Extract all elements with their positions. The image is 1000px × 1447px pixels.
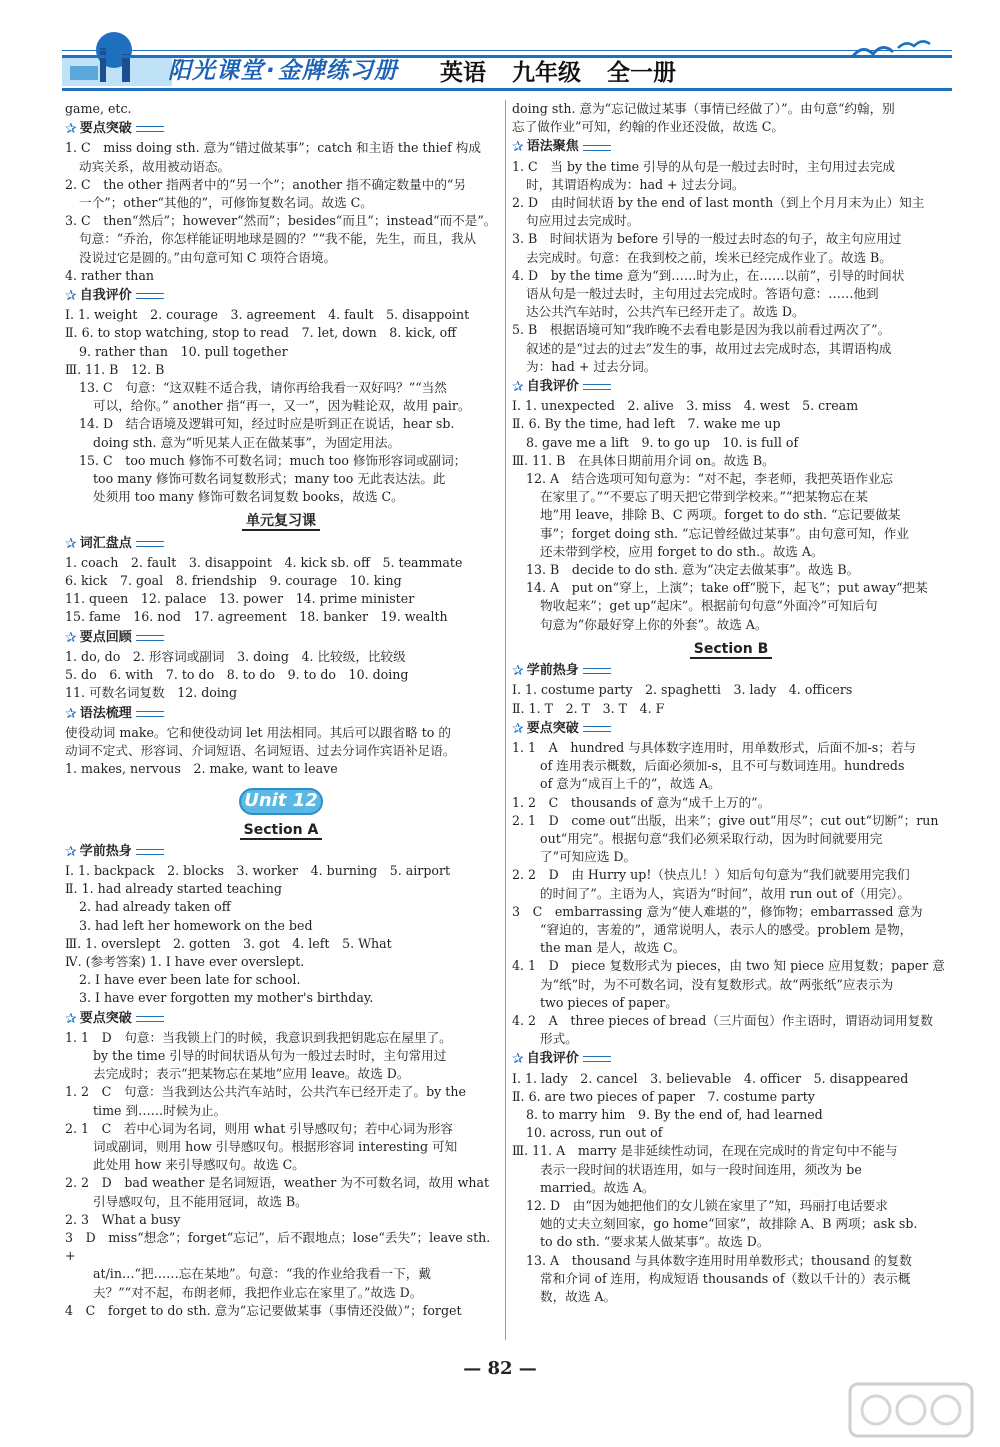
text-line: 12. D 由“因为她把他们的女儿锁在家里了”知，玛丽打电话要求 xyxy=(526,1197,888,1213)
section-heading: ✰ 词汇盘点 xyxy=(65,535,497,553)
column-divider xyxy=(505,100,506,1340)
watermark-stamp-icon xyxy=(846,1380,976,1440)
section-heading: ✰ 要点突破 xyxy=(512,720,950,738)
text-line: Ⅰ. 1. weight 2. courage 3. agreement 4. fault 5. disappoint xyxy=(65,307,470,323)
left-top-line: game, etc. xyxy=(65,101,132,116)
star-icon: ✰ xyxy=(65,629,77,646)
text-line: 11. 可数名词复数 12. doing xyxy=(65,685,238,701)
section-a-title: Section A xyxy=(65,821,497,839)
text-line: 3. C then“然后”；however“然而”；besides“而且”；instead“而不是”。 xyxy=(65,213,497,229)
text-line: 她的丈夫立刻回家，go home“回家”，故排除 A、B 两项；ask sb. xyxy=(540,1216,918,1232)
header-subject-info xyxy=(440,54,676,87)
text-line: 动词不定式、形容词、介词短语、名词短语、过去分词作宾语补足语。 xyxy=(65,742,456,758)
left-column xyxy=(65,100,497,1320)
text-line: 10. across, run out of xyxy=(526,1125,663,1141)
section-heading: ✰ 自我评价 xyxy=(512,378,950,396)
text-line: 4. 2 A three pieces of bread（三片面包）作主语时，谓语动词用复数 xyxy=(512,1012,933,1028)
text-line: 1. 2 C thousands of 意为“成千上万的”。 xyxy=(512,794,771,810)
text-line: too many 修饰可数名词复数形式；many too 无此表达法。此 xyxy=(93,471,446,487)
text-line: 为：had + 过去分词。 xyxy=(526,358,657,374)
page-number: — 82 — xyxy=(463,1358,537,1379)
text-line: of 连用表示概数，后面必须加-s，且不可与数词连用。hundreds xyxy=(540,758,905,774)
text-line: 2. I have ever been late for school. xyxy=(79,972,301,988)
text-line: 叙述的是“过去的过去”发生的事，故用过去完成时态，其谓语构成 xyxy=(526,340,892,356)
section-b-title: Section B xyxy=(512,640,950,658)
text-line: 在家里了。”“不要忘了明天把它带到学校来。”“把某物忘在某 xyxy=(540,489,868,505)
text-line: the man 是人，故选 C。 xyxy=(540,940,686,956)
heading-rule xyxy=(583,1056,611,1062)
text-line: 引导感叹句，且不能用冠词，故选 B。 xyxy=(93,1193,308,1209)
text-line: 13. A thousand 与具体数字连用时用单数形式；thousand 的复数 xyxy=(526,1252,912,1268)
text-line: 14. A put on“穿上，上演”；take off“脱下，起飞”；put away“把某 xyxy=(526,580,928,596)
section-heading: ✰ 要点回顾 xyxy=(65,629,497,647)
heading-rule xyxy=(136,293,164,299)
book-title xyxy=(168,52,398,85)
text-line: 2. 1 C 若中心词为名词，则用 what 引导感叹句；若中心词为形容 xyxy=(65,1120,453,1136)
text-line: 句意为“你最好穿上你的外套”。故选 A。 xyxy=(540,616,768,632)
text-line: two pieces of paper。 xyxy=(540,994,678,1010)
text-line: 13. C 句意：“这双鞋不适合我，请你再给我看一双好吗？”“当然 xyxy=(79,380,447,396)
heading-rule xyxy=(136,711,164,717)
text-line: 15. C too much 修饰不可数名词；much too 修饰形容词或副词； xyxy=(79,452,467,468)
text-line: 3. had left her homework on the bed xyxy=(79,917,313,933)
heading-rule xyxy=(136,126,164,132)
text-line: 1. coach 2. fault 3. disappoint 4. kick sb. off 5. teammate xyxy=(65,554,463,570)
heading-rule xyxy=(136,1016,164,1022)
section-heading: ✰ 语法聚焦 xyxy=(512,138,950,156)
text-line: Ⅲ. 11. B 12. B xyxy=(65,361,165,377)
star-icon: ✰ xyxy=(512,379,524,396)
section-heading: ✰ 自我评价 xyxy=(512,1050,950,1068)
text-line: Ⅲ. 11. B 在具体日期前用介词 on。故选 B。 xyxy=(512,452,775,468)
heading-rule xyxy=(583,384,611,390)
book-title-separator: · xyxy=(266,58,276,84)
text-line: 9. rather than 10. pull together xyxy=(79,343,288,359)
heading-rule xyxy=(583,668,611,674)
text-line: Ⅲ. 11. A marry 是非延续性动词，在现在完成时的肯定句中不能与 xyxy=(512,1143,898,1159)
text-line: Ⅱ. 6. to stop watching, stop to read 7. let, down 8. kick, off xyxy=(65,325,457,341)
text-line: 使役动词 make。它和使役动词 let 用法相同。其后可以跟省略 to 的 xyxy=(65,724,451,740)
text-line: 4 C forget to do sth. 意为“忘记要做某事（事情还没做）”；forget xyxy=(65,1302,462,1318)
text-line: Ⅰ. 1. backpack 2. blocks 3. worker 4. burning 5. airport xyxy=(65,862,451,878)
text-line: 4. 1 D piece 复数形式为 pieces，由 two 知 piece 应用复数；paper 意 xyxy=(512,958,945,974)
text-line: married。故选 A。 xyxy=(540,1179,655,1195)
text-line: 句意：“乔治，你怎样能证明地球是圆的？”“我不能，先生，而且，我从 xyxy=(79,231,477,247)
section-heading: ✰ 学前热身 xyxy=(65,843,497,861)
text-line: 夫？”“对不起，布朗老师，我把作业忘在家里了。”故选 D。 xyxy=(93,1284,423,1300)
section-heading: ✰ 要点突破 xyxy=(65,120,497,138)
text-line: Ⅱ. 1. T 2. T 3. T 4. F xyxy=(512,700,665,716)
text-line: 一个”；other“其他的”，可修饰复数名词。故选 C。 xyxy=(79,195,373,211)
star-icon: ✰ xyxy=(512,663,524,680)
text-line: 3. B 时间状语为 before 引导的一般过去时态的句子，故主句应用过 xyxy=(512,231,902,247)
text-line: 去完成时。句意：在我到校之前，埃米已经完成作业了。故选 B。 xyxy=(526,249,892,265)
text-line: 表示一段时间的状语连用，如与一段时间连用，须改为 be xyxy=(540,1161,862,1177)
text-line: 可以，给你。” another 指“再一，又一”，因为鞋论双，故用 pair。 xyxy=(93,398,471,414)
text-line: 3 D miss“想念”；forget“忘记”，后不跟地点；lose“丢失”；leave sth. + xyxy=(65,1229,491,1264)
text-line: 3. I have ever forgotten my mother's birthday. xyxy=(79,990,374,1006)
text-line: 1. do, do 2. 形容词或副词 3. doing 4. 比较级，比较级 xyxy=(65,648,406,664)
section-heading: ✰ 自我评价 xyxy=(65,287,497,305)
text-line: 1. 1 A hundred 与具体数字连用时，用单数形式，后面不加-s；若与 xyxy=(512,739,917,755)
text-line: 地”用 leave，排除 B、C 两项。forget to do sth. “忘记要做某 xyxy=(540,507,901,523)
text-line: 此处用 how 来引导感叹句。故选 C。 xyxy=(93,1157,305,1173)
text-line: 词或副词，则用 how 引导感叹句。根据形容词 interesting 可知 xyxy=(93,1138,458,1154)
book-title-part1: 阳光课堂 xyxy=(168,58,264,84)
text-line: to do sth. “要求某人做某事”。故选 D。 xyxy=(540,1234,770,1250)
star-icon: ✰ xyxy=(65,705,77,722)
text-line: 14. D 结合语境及逻辑可知，经过时应是听到正在说话，hear sb. xyxy=(79,416,455,432)
text-line: 8. gave me a lift 9. to go up 10. is full of xyxy=(526,434,799,450)
heading-rule xyxy=(136,849,164,855)
star-icon: ✰ xyxy=(512,1051,524,1068)
grade: 九年级 xyxy=(512,60,582,86)
subject: 英语 xyxy=(440,60,486,86)
text-line: “窘迫的，害羞的”，通常说明人，表示人的感受。problem 是物， xyxy=(540,921,913,937)
star-icon: ✰ xyxy=(65,121,77,138)
text-line: 了”可知应选 D。 xyxy=(540,849,637,865)
text-line: 8. to marry him 9. By the end of, had learned xyxy=(526,1106,823,1122)
heading-rule xyxy=(136,635,164,641)
section-heading: ✰ 要点突破 xyxy=(65,1010,497,1028)
text-line: 6. kick 7. goal 8. friendship 9. courage 10. king xyxy=(65,573,402,589)
text-line: 物收起来”；get up“起床”。根据前句句意“外面冷”可知后句 xyxy=(540,598,878,614)
text-line: 的时间了”。主语为人，宾语为“时间”，故用 run out of（用完）。 xyxy=(540,885,910,901)
text-line: 动宾关系，故用被动语态。 xyxy=(79,158,231,174)
page-header xyxy=(0,0,1000,95)
text-line: 5. B 根据语境可知“我昨晚不去看电影是因为我以前看过两次了”。 xyxy=(512,322,891,338)
text-line: 2. 3 What a busy xyxy=(65,1211,181,1227)
text-line: 为“纸”时，为不可数名词，没有复数形式。故“两张纸”应表示为 xyxy=(540,976,894,992)
text-line: by the time 引导的时间状语从句为一般过去时时，主句常用过 xyxy=(93,1047,447,1063)
star-icon: ✰ xyxy=(512,720,524,737)
text-line: 4. rather than xyxy=(65,267,154,283)
star-icon: ✰ xyxy=(512,139,524,156)
text-line: 处须用 too many 修饰可数名词复数 books，故选 C。 xyxy=(93,489,404,505)
text-line: 2. 1 D come out“出版，出来”；give out“用尽”；cut out“切断”；run xyxy=(512,812,939,828)
book-title-part2: 金牌练习册 xyxy=(277,58,398,84)
text-line: 11. queen 12. palace 13. power 14. prime minister xyxy=(65,591,415,607)
text-line: 2. C the other 指两者中的“另一个”；another 指不确定数量中的“另 xyxy=(65,176,466,192)
text-line: 1. C 当 by the time 引导的从句是一般过去时时，主句用过去完成 xyxy=(512,158,896,174)
unit-label: Unit 12 xyxy=(239,788,323,814)
text-line: 常和介词 of 连用，构成短语 thousands of（数以千计的）表示概 xyxy=(540,1270,911,1286)
heading-rule xyxy=(583,726,611,732)
text-line: 形式。 xyxy=(540,1031,578,1047)
text-line: Ⅳ. (参考答案) 1. I have ever overslept. xyxy=(65,953,305,969)
text-line: Ⅲ. 1. overslept 2. gotten 3. got 4. left 5. What xyxy=(65,935,392,951)
text-line: Ⅰ. 1. lady 2. cancel 3. believable 4. officer 5. disappeared xyxy=(512,1070,909,1086)
text-line: 12. A 结合选项可知句意为：“对不起，李老师，我把英语作业忘 xyxy=(526,471,894,487)
star-icon: ✰ xyxy=(65,288,77,305)
heading-rule xyxy=(583,145,611,151)
heading-rule xyxy=(136,541,164,547)
review-title: 单元复习课 xyxy=(65,512,497,530)
text-line: of 意为“成百上千的”，故选 A。 xyxy=(540,776,721,792)
text-line: Ⅰ. 1. costume party 2. spaghetti 3. lady 4. officers xyxy=(512,682,853,698)
text-line: 语从句是一般过去时，主句用过去完成时。答语句意：……他到 xyxy=(526,286,879,302)
text-line: 忘了做作业”可知，约翰的作业还没做，故选 C。 xyxy=(512,119,784,135)
star-icon: ✰ xyxy=(65,1010,77,1027)
text-line: 1. 2 C 句意：当我到达公共汽车站时，公共汽车已经开走了。by the xyxy=(65,1084,466,1100)
text-line: 1. 1 D 句意：当我锁上门的时候，我意识到我把钥匙忘在屋里了。 xyxy=(65,1029,452,1045)
text-line: 1. C miss doing sth. 意为“错过做某事”；catch 和主语 the thief 构成 xyxy=(65,140,481,156)
star-icon: ✰ xyxy=(65,535,77,552)
text-line: 2. 2 D 由 Hurry up!（快点儿！）知后句句意为“我们就要用完我们 xyxy=(512,867,910,883)
text-line: 去完成时；表示“把某物忘在某地”应用 leave。故选 D。 xyxy=(93,1066,410,1082)
birds-icon xyxy=(848,36,938,66)
text-line: Ⅱ. 6. By the time, had left 7. wake me up xyxy=(512,416,781,432)
volume: 全一册 xyxy=(607,60,677,86)
text-line: 2. D 由时间状语 by the end of last month（到上个月月末为止）知主 xyxy=(512,195,925,211)
section-heading: ✰ 学前热身 xyxy=(512,662,950,680)
text-line: 句应用过去完成时。 xyxy=(526,213,640,229)
text-line: 1. makes, nervous 2. make, want to leave xyxy=(65,761,338,777)
text-line: 3 C embarrassing 意为“使人难堪的”，修饰物；embarrassed 意为 xyxy=(512,903,923,919)
text-line: 达公共汽车站时，公共汽车已经开走了。故选 D。 xyxy=(526,304,805,320)
text-line: time 到……时候为止。 xyxy=(93,1102,227,1118)
section-heading: ✰ 语法梳理 xyxy=(65,705,497,723)
text-line: 13. B decide to do sth. 意为“决定去做某事”。故选 B。 xyxy=(526,562,860,578)
right-column xyxy=(512,100,950,1306)
text-line: 时，其谓语构成为：had + 过去分词。 xyxy=(526,176,745,192)
text-line: Ⅰ. 1. unexpected 2. alive 3. miss 4. west 5. cream xyxy=(512,398,859,414)
text-line: Ⅱ. 1. had already started teaching xyxy=(65,881,282,897)
text-line: doing sth. 意为“忘记做过某事（事情已经做了）”。由句意“约翰，别 xyxy=(512,101,895,116)
text-line: doing sth. 意为“听见某人正在做某事”，为固定用法。 xyxy=(93,434,401,450)
text-line: 事”；forget doing sth. “忘记曾经做过某事”。由句意可知，作业 xyxy=(540,525,909,541)
text-line: 数，故选 A。 xyxy=(540,1289,617,1304)
text-line: at/in…“把……忘在某地”。句意：“我的作业给我看一下，戴 xyxy=(93,1266,431,1282)
text-line: Ⅱ. 6. are two pieces of paper 7. costume party xyxy=(512,1088,815,1104)
text-line: 4. D by the time 意为“到……时为止，在……以前”，引导的时间状 xyxy=(512,267,905,283)
text-line: 2. 2 D bad weather 是名词短语，weather 为不可数名词，故用 what xyxy=(65,1175,490,1191)
text-line: 5. do 6. with 7. to do 8. to do 9. to do 10. doing xyxy=(65,667,409,683)
text-line: out“用完”。根据句意“我们必须采取行动，因为时间就要用完 xyxy=(540,830,883,846)
text-line: 没说过它是圆的。”由句意可知 C 项符合语境。 xyxy=(79,249,337,265)
text-line: 15. fame 16. nod 17. agreement 18. banker 19. wealth xyxy=(65,609,448,625)
text-line: 还未带到学校，应用 forget to do sth.。故选 A。 xyxy=(540,543,824,559)
text-line: 2. had already taken off xyxy=(79,899,231,915)
star-icon: ✰ xyxy=(65,843,77,860)
